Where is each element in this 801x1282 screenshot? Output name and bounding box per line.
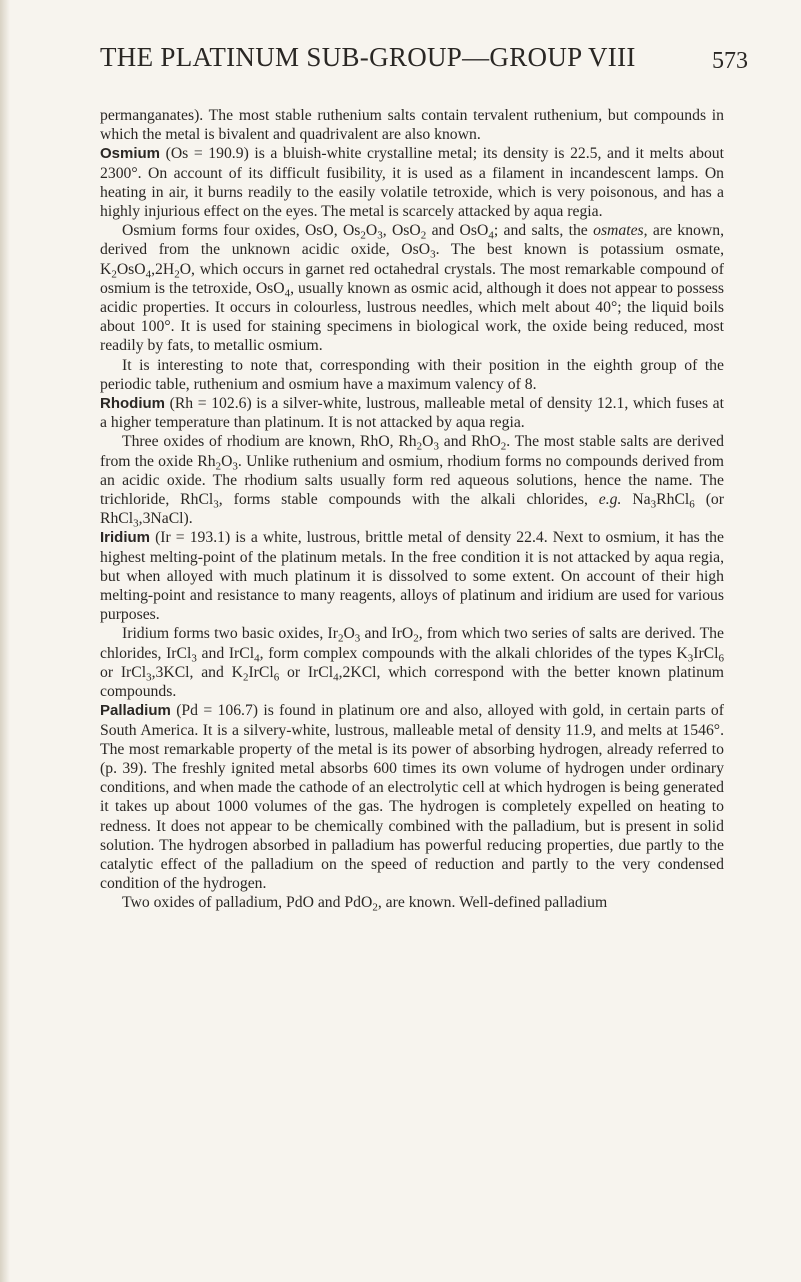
- paragraph-rhodium: Rhodium (Rh = 102.6) is a silver-white, lustrous, malleable metal of density 12.1, which fuses at a higher temperature than platinum. It is not attacked by aqua regia.: [100, 395, 724, 432]
- term-iridium: Iridium: [100, 529, 151, 547]
- term-rhodium: Rhodium: [100, 395, 165, 413]
- page-number: 573: [712, 48, 748, 74]
- paragraph-palladium-oxides: Two oxides of palladium, PdO and PdO$_2$, are known. Well-defined palladium: [122, 894, 608, 914]
- page-edge-shadow: [0, 0, 10, 1282]
- page-header: [0, 42, 801, 76]
- paragraph-ruthenium-end: permanganates). The most stable ruthenium salts contain tervalent ruthenium, but compounds in which the metal is bivalent and quadrivalent are also known.: [100, 107, 724, 144]
- term-osmium: Osmium: [100, 145, 161, 163]
- term-palladium: Palladium: [100, 702, 171, 720]
- page-body: [100, 106, 724, 913]
- paragraph-palladium: Palladium (Pd = 106.7) is found in platinum ore and also, alloyed with gold, in certain parts of South America. It is a silvery-white, lustrous, malleable metal of density 11.9, and melts at 1546°. The most remarkable property of the metal is its power of absorbing hydrogen, already referred to (p. 39). The freshly ignited metal absorbs 600 times its own volume of hydrogen under ordinary conditions, and when made the cathode of an electrolytic cell at which hydrogen is being generated it takes up about 1000 volumes of the gas. The hydrogen is completely expelled on heating to redness. It does not appear to be chemically combined with the palladium, but is present in solid solution. The hydrogen absorbed in palladium has powerful reducing properties, due partly to the catalytic effect of the palladium on the speed of reduction and partly to the very condensed condition of the hydrogen.: [100, 702, 724, 893]
- paragraph-iridium-oxides: Iridium forms two basic oxides, $Ir_2O_3$ and IrO$_2$, from which two series of salts are derived. The chlorides, IrCl$_3$ and IrCl$_4$, form complex compounds with the alkali chlorides of the types $K_3IrCl_6$ or IrCl$_3$,3KCl, and $K_2IrCl_6$ or IrCl$_4$,2KCl, which correspond with the better known platinum compounds.: [100, 625, 725, 701]
- paragraph-osmium: Osmium (Os = 190.9) is a bluish-white crystalline metal; its density is 22.5, and it melts about 2300°. On account of its difficult fusibility, it is used as a filament in incandescent lamps. On heating in air, it burns readily to the easily volatile tetroxide, which is very poisonous, and has a highly injurious effect on the eyes. The metal is scarcely attacked by aqua regia.: [100, 145, 724, 221]
- paragraph-valency: It is interesting to note that, corresponding with their position in the eighth group of the periodic table, ruthenium and osmium have a maximum valency of 8.: [100, 356, 724, 393]
- paragraph-osmium-oxides: Osmium forms four oxides, OsO, $Os_2O_3$, OsO$_2$ and OsO$_4$; and salts, the osmates, are known, derived from the unknown acidic oxide, OsO$_3$. The best known is potassium osmate, $K_2OsO_4,2H_2O$, which occurs in garnet red octahedral crystals. The most remarkable compound of osmium is the tetroxide, OsO$_4$, usually known as osmic acid, although it does not appear to possess acidic properties. It occurs in colourless, lustrous needles, which melt about 40°; the liquid boils about 100°. It is used for staining specimens in biological work, the oxide being reduced, most readily by fats, to metallic osmium.: [100, 222, 724, 355]
- running-head: THE PLATINUM SUB-GROUP—GROUP VIII: [100, 42, 636, 72]
- paragraph-rhodium-oxides: Three oxides of rhodium are known, RhO, $Rh_2O_3$ and RhO$_2$. The most stable salts are derived from the oxide $Rh_2O_3$. Unlike ruthenium and osmium, rhodium forms no compounds derived from an acidic oxide. The rhodium salts usually form red aqueous solutions, hence the name. The trichloride, RhCl$_3$, forms stable compounds with the alkali chlorides, e.g. $Na_3RhCl_6$ (or RhCl$_3$,3NaCl).: [100, 433, 724, 530]
- paragraph-iridium: Iridium (Ir = 193.1) is a white, lustrous, brittle metal of density 22.4. Next to osmium, it has the highest melting-point of the platinum metals. In the free condition it is not attacked by aqua regia, but when alloyed with much platinum it is dissolved to some extent. On account of their high melting-point and resistance to many reagents, alloys of platinum and iridium are used for various purposes.: [100, 529, 724, 624]
